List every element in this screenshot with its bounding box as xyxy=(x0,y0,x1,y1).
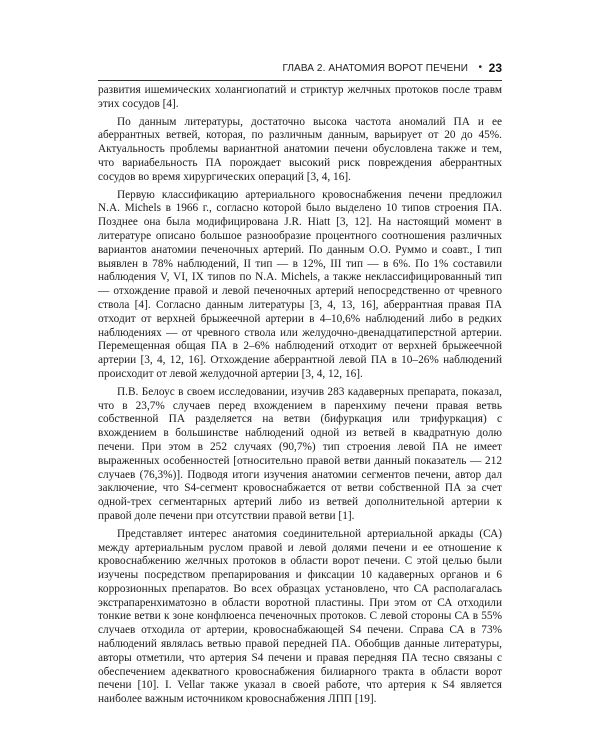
paragraph-arterial-arcade: Представляет интерес анатомия соединительной артериальной аркады (СА) между артериальным руслом правой и левой долями печени и ее отношение к кровоснабжению желчных протоков в области ворот печени. С этой целью были изучены посредством препарирования и фиксации 10 кадаверных органов и 6 коррозионных препаратов. Во всех образцах установлено, что СА располагалась экстрапаренхиматозно в области воротной пластины. При этом от СА отходили тонкие ветви к зоне конфлюенса печеночных протоков. С левой стороны СА в 55% случаев отходила от артерии, кровоснабжающей S4 печени. Справа СА в 73% наблюдений являлась ветвью правой передней ПА. Обобщив данные литературы, авторы отметили, что артерия S4 печени и правая передняя ПА тесно связаны с обеспечением адекватного кровоснабжения билиарного тракта в области ворот печени [10]. I. Vellar также указал в своей работе, что артерия к S4 является наиболее важным источником кровоснабжения ЛПП [19]. xyxy=(98,527,502,706)
paragraph-aberrant-frequency: По данным литературы, достаточно высока частота аномалий ПА и ее аберрантных ветвей, которая, по различным данным, варьирует от 20 до 45%. Актуальность проблемы вариантной анатомии печени обусловлена также и тем, что вариабельность ПА порождает высокий риск повреждения аберрантных сосудов во время хирургических операций [3, 4, 16]. xyxy=(98,115,502,183)
header-bullet: • xyxy=(478,62,482,73)
header-rule xyxy=(98,80,502,81)
paragraph-belous-study: П.В. Белоус в своем исследовании, изучив 283 кадаверных препарата, показал, что в 23,7% случаев перед вхождением в паренхиму печени правая ветвь собственной ПА разделяется на ветви (бифуркация или трифуркация) с вхождением в большинстве наблюдений одной из ветвей в квадратную долю печени. При этом в 252 случаях (90,7%) тип строения левой ПА не имеет выраженных особенностей [относительно правой ветви данный показатель — 212 случаев (76,3%)]. Подводя итоги изучения анатомии сегментов печени, автор дал заключение, что S4-сегмент кровоснабжается от ветви собственной ПА за счет одной-трех сегментарных артерий либо из ветвей дополнительной артерии к правой доле печени при отсутствии правой ветви [1]. xyxy=(98,385,502,522)
chapter-title: ГЛАВА 2. АНАТОМИЯ ВОРОТ ПЕЧЕНИ xyxy=(282,63,468,74)
page-number: 23 xyxy=(488,61,502,75)
paragraph-michels-classification: Первую классификацию артериального кровоснабжения печени предложил N.A. Michels в 1966 г., согласно которой было выделено 10 типов строения ПА. Позднее она была модифицирована J.R. Hiatt [3, 12]. На настоящий момент в литературе описано большое разнообразие процентного соотношения различных вариантов анатомии печеночных артерий. По данным О.О. Руммо и соавт., I тип выявлен в 78% наблюдений, II тип — в 12%, III тип — в 6%. По 1% составили наблюдения V, VI, IX типов по N.A. Michels, а также неклассифицированный тип — отхождение правой и левой печеночных артерий непосредственно от чревного ствола [4]. Согласно данным литературы [3, 4, 13, 16], аберрантная правая ПА отходит от верхней брыжеечной артерии в 4–10,6% наблюдений либо в редких наблюдениях — от чревного ствола или желудочно-двенадцатиперстной артерии. Перемещенная общая ПА в 2–6% наблюдений отходит от верхней брыжеечной артерии [3, 4, 12, 16]. Отхождение аберрантной левой ПА в 10–26% наблюдений происходит от левой желудочной артерии [3, 4, 12, 16]. xyxy=(98,188,502,380)
paragraph-continuation: развития ишемических холангиопатий и стриктур желчных протоков после травм этих сосудов [4]. xyxy=(98,84,502,110)
body-text xyxy=(98,84,502,707)
running-header xyxy=(0,60,600,82)
